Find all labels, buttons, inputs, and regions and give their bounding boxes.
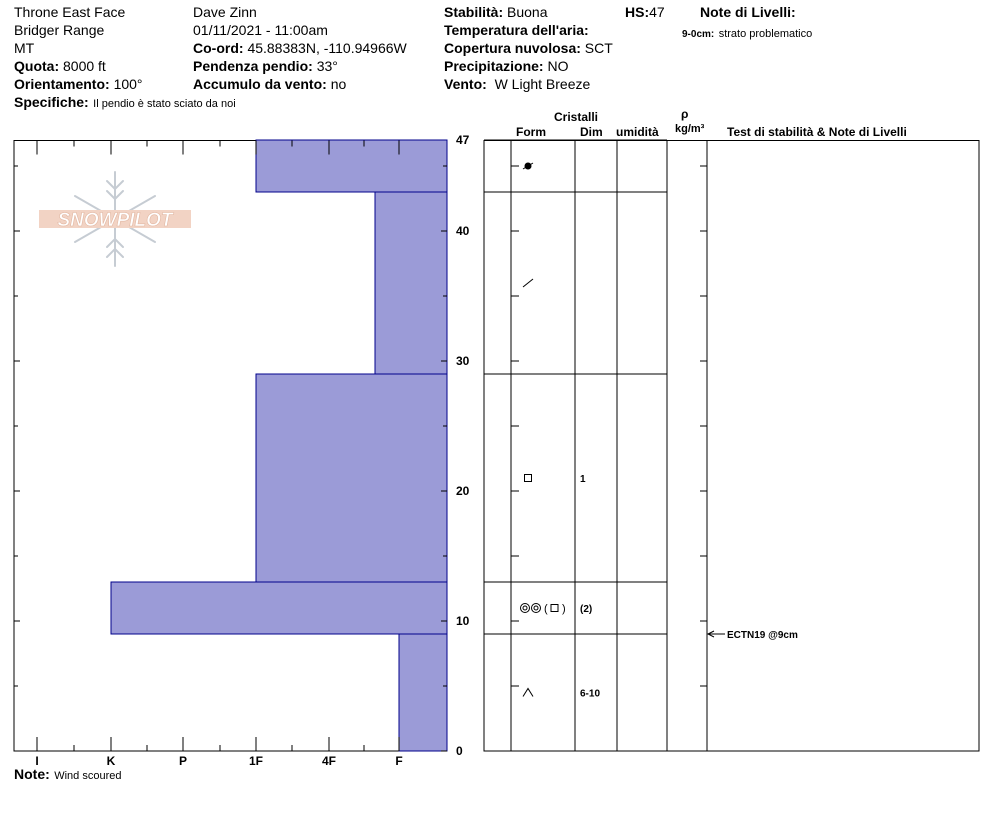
specifics-value: Il pendio è stato sciato da noi — [93, 98, 236, 110]
hardness-label: 4F — [321, 754, 337, 768]
layer-note-text: strato problematico — [718, 28, 813, 40]
depth-label: 20 — [456, 484, 470, 498]
size-header: Dim — [580, 125, 603, 139]
paren-square — [551, 605, 558, 612]
aspect-label: Orientamento: — [14, 76, 110, 92]
moisture-header: umidità — [616, 125, 659, 139]
hardness-bar — [256, 374, 447, 582]
stability-label: Stabilità: — [444, 4, 504, 20]
hardness-bars — [111, 140, 447, 751]
table-tick-marks — [511, 166, 707, 751]
state-name: MT — [14, 40, 35, 56]
sky-label: Copertura nuvolosa: — [444, 40, 581, 56]
grain-symbols — [521, 163, 601, 700]
observation-datetime: 01/11/2021 - 11:00am — [193, 22, 328, 38]
note-value: Wind scoured — [54, 770, 122, 782]
sky-value: SCT — [584, 40, 613, 56]
form-header: Form — [516, 125, 546, 139]
coord-label: Co-ord: — [193, 40, 244, 56]
note-row — [14, 766, 122, 784]
ring-inner-2 — [534, 606, 538, 610]
slash-symbol-line — [523, 279, 533, 287]
hardness-label: 1F — [248, 754, 264, 768]
grain-size-label: (2) — [580, 604, 593, 615]
specifics-label: Specifiche: — [14, 94, 89, 110]
test-result-label: ECTN19 @9cm — [727, 630, 798, 641]
rho-header: ρ — [681, 107, 689, 121]
elevation-value: 8000 ft — [63, 58, 106, 74]
hardness-label: F — [395, 754, 403, 768]
wind-loading-label: Accumulo da vento: — [193, 76, 327, 92]
ring-inner-1 — [523, 606, 527, 610]
slash-symbol — [523, 279, 533, 287]
depth-label: 10 — [456, 614, 470, 628]
rounds-facets-symbol — [521, 603, 566, 615]
slope-label: Pendenza pendio: — [193, 58, 313, 74]
observer-name: Dave Zinn — [193, 4, 257, 20]
slope-value: 33° — [316, 58, 338, 74]
depth-label: 0 — [456, 744, 463, 758]
location-name: Throne East Face — [14, 4, 126, 20]
layer-table-frame — [484, 141, 979, 752]
wind-loading-value: no — [330, 76, 347, 92]
square-symbol — [525, 475, 532, 482]
coord-value: 45.88383N, -110.94966W — [247, 40, 407, 56]
air-temp-label: Temperatura dell'aria: — [444, 22, 589, 38]
caret-symbol — [523, 689, 533, 697]
precip-label: Precipitazione: — [444, 58, 544, 74]
range-name: Bridger Range — [14, 22, 105, 38]
precip-value: NO — [547, 58, 569, 74]
depth-label: 40 — [456, 224, 470, 238]
hardness-bar — [256, 140, 447, 192]
paren-open: ( — [544, 603, 548, 615]
hardness-label: K — [106, 754, 116, 768]
ring-outer-2 — [532, 604, 541, 613]
ring-outer-1 — [521, 604, 530, 613]
hs-label: HS: — [625, 4, 650, 20]
hardness-label: P — [178, 754, 188, 768]
hardness-bar — [111, 582, 447, 634]
hardness-label: I — [35, 754, 39, 768]
stability-tests — [708, 630, 798, 641]
grain-size-label: 1 — [580, 474, 586, 485]
aspect-value: 100° — [113, 76, 143, 92]
hs-value: 47 — [649, 4, 665, 20]
note-label: Note: — [14, 766, 50, 782]
caret-symbol-line — [523, 689, 533, 697]
depth-label: 47 — [456, 133, 470, 147]
elevation-label: Quota: — [14, 58, 60, 74]
hardness-bar — [375, 192, 447, 374]
svg-text:SNOWPILOT: SNOWPILOT — [57, 210, 173, 231]
hardness-bar — [399, 634, 447, 751]
tests-header: Test di stabilità & Note di Livelli — [727, 125, 907, 139]
snowpilot-logo — [39, 172, 191, 266]
wind-label: Vento: — [444, 76, 487, 92]
crystals-header: Cristalli — [554, 110, 599, 124]
layer-notes-title: Note di Livelli: — [700, 4, 796, 20]
grain-size-label: 6-10 — [580, 688, 601, 700]
stability-value: Buona — [507, 4, 548, 20]
density-header: kg/m³ — [675, 123, 705, 135]
round-symbol — [523, 163, 533, 170]
layer-note-depth: 9-0cm: — [682, 29, 715, 40]
square-symbol-box — [525, 475, 532, 482]
depth-label: 30 — [456, 354, 470, 368]
wind-value: W Light Breeze — [494, 76, 591, 92]
paren-close: ) — [562, 603, 566, 615]
